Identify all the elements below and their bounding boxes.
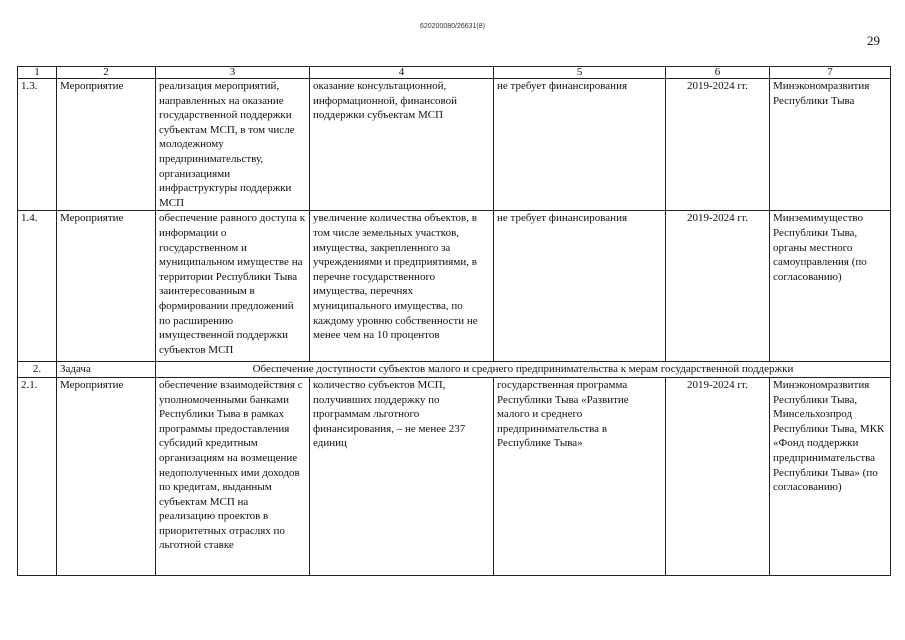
- header-cell: 6: [666, 67, 770, 79]
- table-row: [18, 377, 891, 575]
- responsible: Минземимущество Республики Тыва, органы местного самоуправления (по согласованию): [770, 211, 891, 362]
- measure-description: реализация мероприятий, направленных на оказание государственной поддержки субъектам МСП, в том числе молодежному предпринимательству, организациями инфраструктуры поддержки МСП: [156, 79, 310, 211]
- responsible: Минэкономразвития Республики Тыва, Минсельхозпрод Республики Тыва, МКК «Фонд поддержки предпринимательства Республики Тыва» (по согласованию): [770, 377, 891, 575]
- header-cell: 4: [310, 67, 494, 79]
- page-number: 29: [867, 33, 880, 48]
- row-number: 2.: [18, 362, 57, 378]
- period: 2019-2024 гг.: [666, 79, 770, 211]
- period: 2019-2024 гг.: [666, 211, 770, 362]
- header-cell: 1: [18, 67, 57, 79]
- row-type: Задача: [57, 362, 156, 378]
- period: 2019-2024 гг.: [666, 377, 770, 575]
- measure-description: обеспечение взаимодействия с уполномоченными банками Республики Тыва в рамках программы предоставления субсидий кредитным организациям на возмещение недополученных ими доходов по кредитам, выданным субъектам МСП на реализацию проектов в приоритетных отраслях по льготной ставке: [156, 377, 310, 575]
- expected-result: количество субъектов МСП, получивших поддержку по программам льготного финансирования, – не менее 237 единиц: [310, 377, 494, 575]
- task-title: Обеспечение доступности субъектов малого и среднего предпринимательства к мерам государственной поддержки: [156, 362, 891, 378]
- row-number: 1.3.: [18, 79, 57, 211]
- funding-source: не требует финансирования: [494, 211, 666, 362]
- table-row: [18, 79, 891, 211]
- task-row: [18, 362, 891, 378]
- header-cell: 7: [770, 67, 891, 79]
- header-cell: 2: [57, 67, 156, 79]
- table-header-row: [18, 67, 891, 79]
- table-row: [18, 211, 891, 362]
- row-type: Мероприятие: [57, 79, 156, 211]
- row-type: Мероприятие: [57, 377, 156, 575]
- row-type: Мероприятие: [57, 211, 156, 362]
- funding-source: государственная программа Республики Тыва «Развитие малого и среднего предпринимательства в Республике Тыва»: [494, 377, 666, 575]
- funding-source: не требует финансирования: [494, 79, 666, 211]
- row-number: 1.4.: [18, 211, 57, 362]
- header-cell: 5: [494, 67, 666, 79]
- measures-table: [17, 66, 891, 576]
- measure-description: обеспечение равного доступа к информации о государственном и муниципальном имуществе на территории Республики Тыва заинтересованным в формировании предложений по расширению имущественной поддержки субъектов МСП: [156, 211, 310, 362]
- expected-result: оказание консультационной, информационной, финансовой поддержки субъектам МСП: [310, 79, 494, 211]
- header-cell: 3: [156, 67, 310, 79]
- expected-result: увеличение количества объектов, в том числе земельных участков, имущества, закрепленного за учреждениями и предприятиями, в перечне государственного имущества, перечнях муниципального имущества, по каждому уровню собственности не менее чем на 10 процентов: [310, 211, 494, 362]
- responsible: Минэкономразвития Республики Тыва: [770, 79, 891, 211]
- document-id: 620200080/26631(8): [419, 23, 485, 30]
- row-number: 2.1.: [18, 377, 57, 575]
